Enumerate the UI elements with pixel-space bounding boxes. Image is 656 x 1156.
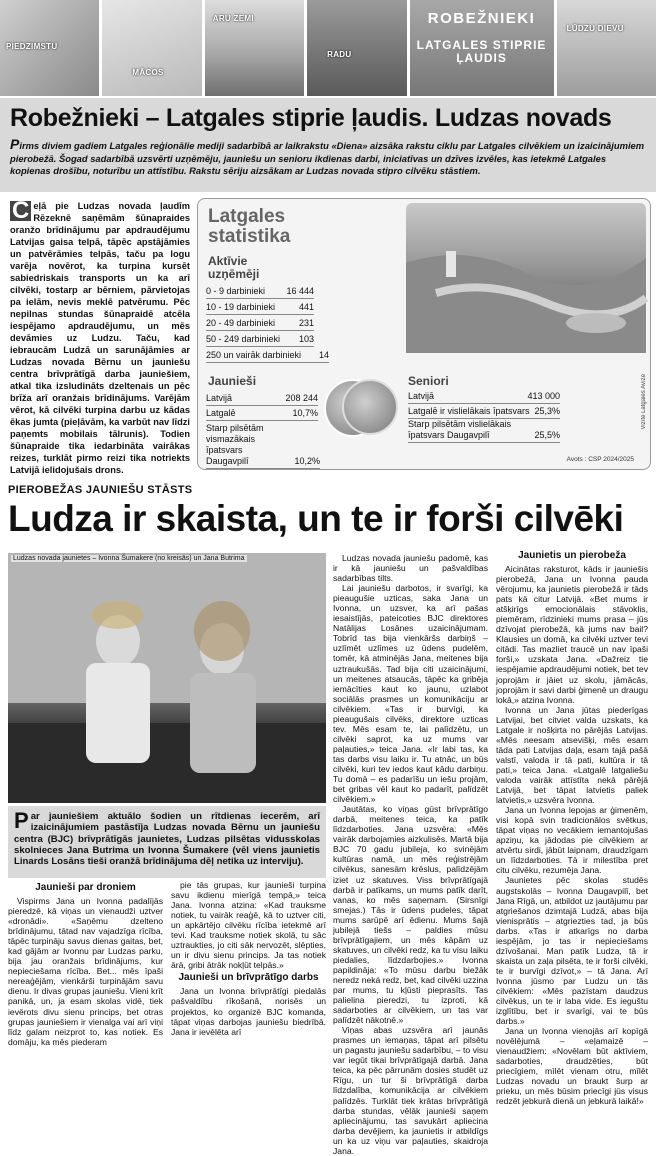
header-image-strip (0, 0, 656, 96)
row-label: 0 - 9 darbinieki (206, 285, 266, 296)
table-row (408, 419, 560, 443)
strip-tile-macos (102, 0, 201, 96)
strip-label: ARU ZEMI (212, 14, 254, 23)
table-row (206, 423, 320, 469)
stats-title (208, 207, 290, 247)
row-value: 10,7% (292, 408, 318, 418)
seniors-photo (342, 379, 398, 435)
paragraph: Jana un Ivonna brīvprātīgi piedalās pašvaldību rīkošanā, norisēs un projektos, ko organizē BJC komanda, tāpat viņas darbojas jauniešu biedrībā. Jana ir ievēlēta arī (171, 986, 326, 1037)
row-value: 25,5% (534, 430, 560, 440)
table-row (206, 283, 314, 299)
stats-title-line2: statistika (208, 226, 291, 247)
table-row (206, 315, 314, 331)
table-row (206, 406, 318, 421)
article-kicker: PIEROBEŽAS JAUNIEŠU STĀSTS (8, 484, 193, 496)
row-value: 413 000 (527, 391, 560, 401)
article-photo (8, 553, 326, 803)
row-label: 10 - 19 darbinieki (206, 301, 276, 312)
paragraph: Jaunietes pēc skolas studēs augstskolās – Ivonna Daugavpilī, bet Jana Rīgā, un, atbildot uz jautājumu par atgriešanos dzimtajā Ludzā, abas bija vienisprātis – atgriezties tad, ja būs darbs. «Tas ir atkarīgs no darba iespējām, jo tas ir nepieciešams dzīvošanai. Man patīk Ludza, tā ir skaista un zaļa pilsēta, te ir forši cilvēki, te ir burvīgi dzīvot,» – tā Jana. Arī Ivonna jūsmo par Ludzu un tās cilvēkiem: «Mēs pazīstam daudzus cilvēkus, un te ir laba vide. Es ieguštu izglītību, bet ir svarīgi, vai te būs darbs.» (496, 875, 648, 1027)
statistics-box (197, 198, 651, 470)
brand-subtitle: LATGALES STIPRIE ĻAUDIS (416, 38, 547, 65)
business-table (206, 283, 329, 363)
article-headline: Ludza ir skaista, un te ir forši cilvēki (8, 498, 624, 539)
strip-tile-ludzu-dievu (557, 0, 656, 96)
paragraph: Lai jauniešu darbotos, ir svarīgi, ka pieaugušie uzticas, saka Jana un Ivonna, un uzsver, ka arī pašas iesaistījās, pateicoties BJC direktores Natālijas Losānes uzaicinājumam. Tobrīd tas bija vienkāršs darbiņš – uzlīmēt uzlīmes uz ūdens pudelēm, tomēr, kā atminējās Jana, meitenes bija uztraukušās. Tad bija citi uzaicinājumi, un meitenes atsaucās, tāpēc ka gribēja iemācīties kaut ko jaunu, uzlabot sociālās prasmes un komunikāciju ar cilvēkiem. «Tas ir burvīgi, ka pieaugušais cilvēks, direktore uzticas tev. Mēs esam te, lai palīdzētu, un cilvēki saprot, ka uz mums var paļauties,» teica Jana. «Ir labi tas, ka tas darbs visu laiku ir. Tu atnāc, un būs cilvēki, kuri tev iedos kaut kādu darbiņu. Tu domā – es padarīšu un iešu projām, bet gribas vēl kaut ko padarīt, palīdzēt cilvēkiem.» (333, 583, 488, 805)
dropcap: P (10, 136, 20, 152)
strip-tile-aru-zemi (205, 0, 304, 96)
article-column-4 (496, 548, 648, 1107)
row-label: 50 - 249 darbinieki (206, 333, 281, 344)
row-value: 208 244 (285, 393, 318, 403)
table-row (408, 404, 560, 419)
row-label: Starp pilsētām vislielākais īpatsvars Daugavpilī (408, 419, 512, 440)
sidebar-intro-text: eļā pie Ludzas novada ļaudīm Rēzeknē saņēmām šūnapraides oranžo brīdinājumu par apdraudējumu Latvijas gaisa telpā, tāpēc apstājāmies un patvērāmies telpās, taču pa logu varēja novērot, ka turpina kursēt sabiedriskais transports un ka arī cilvēki, tostarp ar bērniem, pārvietojas pa ielām, nevis meklē patvērumu. Pēc nepilnas stundas šūnapraidē atcēla iespējamo apdraudējumu, un mēs devāmies uz Ludzu. Taču, kad iebraucām Ludzā un sarunājāmies ar Ludzas novada Bērnu un jauniešu centra brīvprātīgā darba jauniešiem, atkal tika izsludināts dzeltenais un pēc brīža arī oranžais brīdinājums. Varējām vērot, kā cilvēki turpina darbu uz kādas ēkas jumta (pieļāvām, ka varbūt nav līdzi paņemts mobilais tālrunis). Todien šūnapraide tika iedarbināta vairākas reizes, turklāt pirmo reizi tika notriekts Latvijā ielidojušais drons. (10, 201, 190, 475)
row-label: Latgalē ir vislielākais īpatsvars (408, 406, 530, 416)
paragraph: pie tās grupas, kur jaunieši turpina savu ikdienu mierīgā tempā,» teica Jana. Ivonna atzina: «Kad trauksme notiek, tu vairāk reaģē, kā to uztver citi, un apkārtējo cilvēku rīcība ietekmē arī tevi. Kad trauksme notiek skolā, tu sāc uztraukties, jo citi sāk nervozēt, slēpties, un ir divu sienu princips. Ja tas notiek ārā, gribi ātrāk nokļūt telpās.» (171, 880, 326, 971)
row-label: Latvijā (408, 391, 435, 401)
photo-illustration (8, 553, 326, 803)
business-heading-line2: uzņēmēji (208, 267, 260, 281)
table-row (206, 331, 314, 347)
row-value: 231 (298, 317, 314, 328)
subheading-brivpratigo: Jaunieši un brīvprātīgo darbs (178, 972, 319, 984)
article-lead (8, 806, 326, 878)
row-label: 250 un vairāk darbinieki (206, 349, 302, 360)
brand-title: ROBEŽNIEKI (427, 10, 536, 27)
youth-heading: Jaunieši (208, 374, 257, 388)
paragraph: Ivonna un Jana jūtas piederīgas Latvijai, bet citviet valda uzskats, ka Latgale ir nošķirta no pārējās Latvijas. «Mēs neesam atsevišķi, mēs esam tāda pati Latvijas daļa, esam tajā pašā valstī, valoda ir tā pati, kultūra ir tā pati,» teica Jana. «Latgalē latgaliešu valoda vairāk attīstīta nekā pārējā Latvijā, bet tāpat latvietis paliek latvietis,» uzsvēra Ivonna. (496, 704, 648, 806)
aerial-photo (406, 203, 646, 353)
row-value: 441 (298, 301, 314, 312)
strip-label: PIEDZIMSTU (6, 42, 58, 51)
article-column-1 (8, 880, 163, 1047)
strip-tile-piedzimstu (0, 0, 99, 96)
strip-tile-brand (410, 0, 554, 96)
intro-text: irms diviem gadiem Latgales reģionālie mediji sadarbībā ar laikrakstu «Diena» aizsāka rakstu ciklu par Latgales cilvēkiem un izaicinājumiem pierobežā. Šogad sadarbībā uzsvērti uzņēmēju, jauniešu un senioru ikdienas darbi, iniciatīvas un dzīves izvēles, kas ietekmē Latgales kopienas drošību, noturību un attīstību. Rakstu sēriju aizsākam ar Ludzas novada stipro cilvēku stāstiem. (10, 140, 645, 176)
subheading-droniem: Jaunieši par droniem (35, 882, 136, 893)
row-value: 14 (318, 349, 329, 360)
strip-label: LŪDZU DIEVU (566, 24, 624, 33)
paragraph: Jana un Ivonna vienojās arī kopīgā novēlējumā – «eļamaizē – vienaudžiem: «Novēlam būt aktīviem, sadarboties, draudzēties, būt priecīgiem, mīlēt vienam otru, mīlēt Ludzas novadu un braukt šurp ar prieku, un mēs būsim priecīgi jūs visus redzēt jebkurā dienā un jebkurā laikā!» (496, 1026, 648, 1107)
series-title: Robežnieki – Latgales stiprie ļaudis. Ludzas novads (10, 104, 612, 132)
row-label: 20 - 49 darbinieki (206, 317, 276, 328)
dropcap: C (12, 197, 30, 224)
row-label: Latgalē (206, 408, 236, 418)
article-column-3 (333, 553, 488, 1156)
seniors-table (408, 389, 560, 443)
row-label: Latvijā (206, 393, 233, 403)
subheading-pierobeza: Jaunietis un pierobeža (518, 550, 626, 561)
article-column-2 (171, 880, 326, 1037)
stats-title-line1: Latgales (208, 206, 286, 227)
sidebar-intro-column (10, 197, 190, 475)
row-value: 10,2% (294, 456, 320, 466)
table-row (206, 391, 318, 406)
youth-table-extra (206, 423, 320, 469)
row-value: 103 (298, 333, 314, 344)
row-value: 16 444 (286, 285, 314, 296)
strip-tile-radu (307, 0, 406, 96)
row-label: Starp pilsētām vismazākais īpatsvars Daugavpilī (206, 423, 264, 466)
dropcap: P (14, 808, 29, 833)
youth-table (206, 391, 318, 421)
row-value: 25,3% (534, 406, 560, 416)
table-row (408, 389, 560, 404)
source-note: Avots : CSP 2024/2025 (566, 456, 634, 463)
series-brand (410, 10, 554, 65)
series-intro-text (10, 138, 648, 178)
paragraph: Jautātas, ko viņas gūst brīvprātīgo darbā, meitenes teica, ka patīk līdzdarboties. Jana uzsvēra: «Mēs vairāk darbojamies aizkulisēs. Martā bija BJC 70 gadu jubileja, ko svinējām kultūras namā, un mēs reģistrējām cilvēkus, sanesām krēslus, palīdzējām iziet uz skatuves. Viss brīvprātīgajā darbā ir patīkams, un mums patīk darīt, vanas, ko mēs saņemam. (Sirsnīgi smejas.) Tās ir ūdens pudeles, tāpat mums sarūpē arī ēdienu. Mums šajā jubilejā tiešs – paldies mūsu brīvprātīgajiem, un mēs kāpām uz skatuves, un cilvēki redz, ka tu visu laiku piedalies, līdzdarbojies.» Ivonna papildināja: «To mūsu darbu biežāk neredz neká redz, bet, kad cilvēki uzzina par mums, tu kļūsti pieprasīts. Tas palielina pieredzi, tu izproti, kā sadarboties ar cilvēkiem, un tas var palīdzēt nākotnē.» (333, 804, 488, 1026)
paragraph: Aicinātas raksturot, kāds ir jauniešis pierobežā, Jana un Ivonna pauda vērojumu, ka jaunietis pierobežā ir tāds pats kā citur Latvijā. «Bet mums ir atšķirīgs emocionālais stāvoklis, piemēram, rīdzinieki mums prasa – jūs dzīvojat pierobežā, kā jums nav bail? Klausies un domā, ka cilvēki uztver tevi citādi. Tas mazliet traucē un nav īpaši forši,» uzskata Jana. «Dažreiz tie iespējamie apdraudējumi notiek, bet tev joprojām ir jāiet uz skolu, jāmācās, joprojām ir savi darbi ģimenē un draugu lokā,» atzina Ivonna. (496, 564, 648, 705)
paragraph: Ludzas novada jauniešu padomē, kas ir kā jauniešu un pašvaldības sadarbības tilts. (333, 553, 488, 584)
paragraph: Vispirms Jana un Ivonna padalījās pieredzē, kā viņas un vienaudži uztver «dronādi». «Saņēmu dzelteno brīdinājumu, tātad nav vajadzīga rīcība, tāpēc turpināju savus dienas gaitas, bet, kad gājām ar Ivonnu par Ludzas parku, bija jau oranžais brīdinājums, kur nepieciešama rīcība. Bet... mēs īpaši nereaģējām, vienkārši turpinājām savu dienu. Ir divas grupas jauniešu. Vieni krīt panikā, un, ja esam skolas vidē, tiek ievērots divu sienu princips, bet otras grupas jauniešiem ir vienalga vai arī viņi līdz galam neizprot to, kas notiek. Es domāju, ka mēs piederam (8, 896, 163, 1047)
seniors-heading: Seniori (408, 374, 449, 388)
series-intro-band (0, 98, 656, 192)
aerial-photo-illustration (406, 203, 646, 353)
strip-label: MĀCOS (132, 68, 164, 77)
business-heading (208, 255, 259, 281)
strip-label: RADU (327, 50, 352, 59)
business-heading-line1: Aktīvie (208, 254, 248, 268)
paragraph: Viņas abas uzsvēra arī jaunās prasmes un iemaņas, tāpat arī pilsētu un pagastu jauniešu sadarbību, – to visu var iegūt tikai brīvprātīgajā darbā. Jana teica, ka pēc pārrunām dosies studēt uz Rīgu, un tur ši brīvprātīgā darba līdzdalība, komunikācija ar cilvēkiem palīdzēs. Turklāt tiek krātas brīvprātīgā darba stundas, vēlāk jaunieši saņem apliecinājumu, tas savukārt apliecina darba devējiem, ka jaunietis ir atbildīgs un ka uz viņu var paļauties, skaidroja Jana. (333, 1025, 488, 1156)
photo-caption: Ludzas novada jaunietes – Ivonna Šumakere (no kreisās) un Jana Butrima (13, 555, 245, 562)
lead-text: ar jauniešiem aktuālo šodien un rītdienas iecerēm, arī izaicinājumiem pastāstīja Ludzas novada Bērnu un jauniešu centra (BJC) brīvprātīgās jaunietes, Ludzas pilsētas vidusskolas skolnieces Jana Butrima un Ivonna Šumakere (vēl viens jaunietis Linards Losāns tieši oranžā brīdinājuma dēļ netika uz interviju). (14, 811, 320, 868)
paragraph: Jana un Ivonna lepojas ar ģimenēm, visi kopā svin tradicionālos svētkus, tāpat viņas no vecākiem iemantojušas apziņu, ka jādodas pie cilvēkiem ar atvērtu sirdi, jābūt laipnam, draudzīgam un līdzdarboties. Tā ir milestība pret citu cilvēku, rezumēja Jana. (496, 805, 648, 876)
table-row (206, 347, 329, 363)
table-row (206, 299, 314, 315)
photo-credit: Vizītē Latgales Avīze (641, 373, 647, 429)
